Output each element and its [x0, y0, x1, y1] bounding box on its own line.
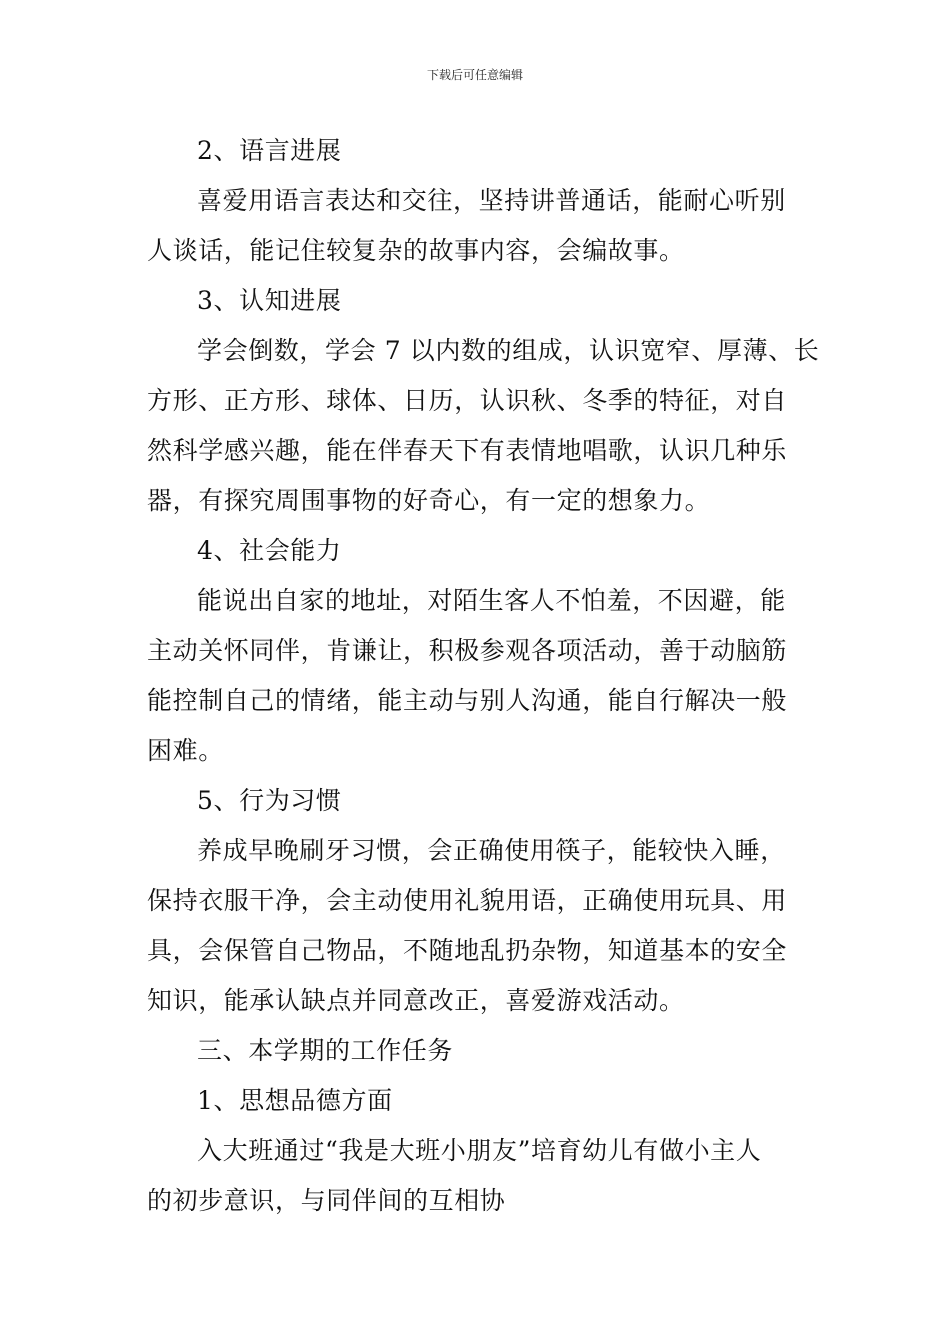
paragraph-line: 主动关怀同伴，肯谦让，积极参观各项活动，善于动脑筋 — [147, 636, 788, 665]
paragraph-line: 然科学感兴趣，能在伴春天下有表情地唱歌，认识几种乐 — [147, 436, 788, 465]
document-body — [147, 126, 820, 1226]
paragraph-line: 器，有探究周围事物的好奇心，有一定的想象力。 — [147, 486, 711, 515]
paragraph-line: 具，会保管自己物品，不随地乱扔杂物，知道基本的安全 — [147, 936, 788, 965]
section-heading-social: 4、社会能力 — [197, 536, 342, 565]
paragraph-line: 的初步意识，与同伴间的互相协 — [147, 1186, 506, 1215]
section-heading-cognition: 3、认知进展 — [197, 286, 342, 315]
paragraph-line: 养成早晚刷牙习惯，会正确使用筷子，能较快入睡， — [197, 836, 786, 865]
section-heading-language: 2、语言进展 — [197, 136, 342, 165]
section-heading-moral: 1、思想品德方面 — [197, 1086, 393, 1115]
paragraph-line: 困难。 — [147, 736, 224, 765]
paragraph-line: 方形、正方形、球体、日历，认识秋、冬季的特征，对自 — [147, 386, 788, 415]
paragraph-line: 知识，能承认缺点并同意改正，喜爱游戏活动。 — [147, 986, 685, 1015]
chapter-heading-tasks: 三、本学期的工作任务 — [197, 1036, 454, 1065]
paragraph-line: 喜爱用语言表达和交往，坚持讲普通话，能耐心听别 — [197, 186, 786, 215]
paragraph-line: 人谈话，能记住较复杂的故事内容，会编故事。 — [147, 236, 685, 265]
page-header: 下载后可任意编辑 — [426, 68, 523, 82]
paragraph-line: 保持衣服干净，会主动使用礼貌用语，正确使用玩具、用 — [147, 886, 788, 915]
paragraph-line: 入大班通过“我是大班小朋友”培育幼儿有做小主人 — [197, 1136, 762, 1165]
section-heading-habits: 5、行为习惯 — [197, 786, 342, 815]
paragraph-line: 能控制自己的情绪，能主动与别人沟通，能自行解决一般 — [147, 686, 788, 715]
paragraph-line: 能说出自家的地址，对陌生客人不怕羞，不因避，能 — [197, 586, 786, 615]
paragraph-line: 学会倒数，学会 7 以内数的组成，认识宽窄、厚薄、长 — [197, 336, 820, 365]
